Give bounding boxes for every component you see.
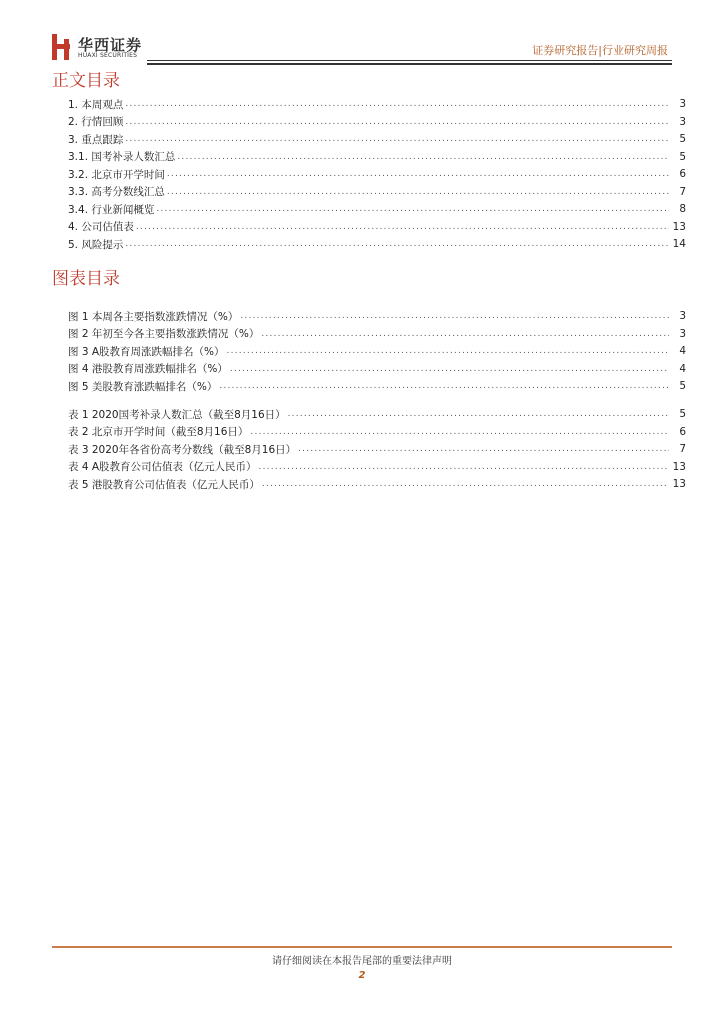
chart-entry[interactable] bbox=[68, 308, 686, 324]
chart-entry-leader bbox=[227, 346, 669, 356]
chart-entry-page: 3 bbox=[679, 327, 686, 340]
report-type: 证券研究报告|行业研究周报 bbox=[532, 44, 668, 57]
toc-title: 正文目录 bbox=[52, 71, 120, 91]
table-entry-page: 6 bbox=[679, 425, 686, 438]
table-entry[interactable] bbox=[68, 424, 686, 440]
toc-entry-page: 6 bbox=[679, 168, 686, 180]
toc-entry-label: 3.2. 北京市开学时间 bbox=[68, 168, 165, 181]
toc-entry-label: 2. 行情回顾 bbox=[68, 116, 124, 128]
table-entry-label: 表 3 2020年各省份高考分数线（截至8月16日） bbox=[68, 443, 297, 456]
chart-entry-page: 4 bbox=[679, 345, 686, 357]
chart-entry-leader bbox=[240, 311, 669, 321]
toc-entry-leader bbox=[125, 117, 669, 127]
toc-entry[interactable] bbox=[68, 149, 686, 165]
toc-entry[interactable] bbox=[68, 219, 686, 235]
header-divider-thick bbox=[147, 63, 672, 65]
huaxi-logo-icon bbox=[52, 34, 70, 60]
toc-entry-label: 3.4. 行业新闻概览 bbox=[68, 203, 155, 216]
header-divider bbox=[147, 60, 672, 61]
table-entry-leader bbox=[298, 444, 669, 454]
table-entry-label: 表 5 港股教育公司估值表（亿元人民币） bbox=[68, 478, 260, 491]
toc-entry-page: 14 bbox=[672, 238, 686, 250]
toc-entry-leader bbox=[136, 222, 669, 232]
chart-entry-label: 图 3 A股教育周涨跌幅排名（%） bbox=[68, 345, 225, 358]
toc-entry[interactable] bbox=[68, 184, 686, 200]
chart-entry-label: 图 4 港股教育周涨跌幅排名（%） bbox=[68, 363, 228, 375]
table-entry[interactable] bbox=[68, 406, 686, 422]
toc-entry-page: 7 bbox=[679, 185, 686, 198]
toc-entry-leader bbox=[125, 99, 669, 109]
table-entry[interactable] bbox=[68, 441, 686, 457]
toc-entry[interactable] bbox=[68, 96, 686, 112]
footer-disclaimer: 请仔细阅读在本报告尾部的重要法律声明 bbox=[272, 956, 452, 967]
chart-entry[interactable] bbox=[68, 326, 686, 342]
chart-entry-leader bbox=[219, 381, 669, 391]
table-entry-page: 7 bbox=[679, 443, 686, 455]
logo-text-en: HUAXI SECURITIES bbox=[78, 52, 138, 59]
toc-entry-page: 8 bbox=[679, 203, 686, 215]
table-entry-page: 5 bbox=[679, 408, 686, 420]
table-entry-leader bbox=[259, 462, 669, 472]
table-entry[interactable] bbox=[68, 459, 686, 475]
toc-entry-page: 5 bbox=[679, 133, 686, 145]
toc-entry-leader bbox=[167, 169, 669, 179]
company-logo bbox=[52, 30, 252, 64]
table-entry-label: 表 1 2020国考补录人数汇总（截至8月16日） bbox=[68, 408, 286, 421]
toc-entry-leader bbox=[125, 239, 669, 249]
chart-entry[interactable] bbox=[68, 343, 686, 359]
table-entry-leader bbox=[250, 427, 669, 437]
toc-entry-leader bbox=[125, 134, 669, 144]
footer-divider bbox=[52, 946, 672, 948]
page-header bbox=[52, 30, 672, 70]
toc-entry-leader bbox=[167, 187, 669, 197]
toc-entry-page: 3 bbox=[679, 115, 686, 128]
toc-entry-label: 3.1. 国考补录人数汇总 bbox=[68, 151, 176, 163]
page-number: 2 bbox=[358, 970, 366, 981]
toc-entry[interactable] bbox=[68, 131, 686, 147]
table-entry-label: 表 2 北京市开学时间（截至8月16日） bbox=[68, 426, 249, 438]
toc-entry-label: 5. 风险提示 bbox=[68, 238, 124, 251]
toc-entry[interactable] bbox=[68, 201, 686, 217]
toc-entry-label: 4. 公司估值表 bbox=[68, 221, 134, 233]
toc-entry[interactable] bbox=[68, 114, 686, 130]
toc-entry-label: 1. 本周观点 bbox=[68, 98, 124, 111]
toc-entry-leader bbox=[177, 152, 669, 162]
chart-entry[interactable] bbox=[68, 361, 686, 377]
chart-entry-label: 图 5 美股教育涨跌幅排名（%） bbox=[68, 380, 218, 393]
chart-entry-page: 5 bbox=[679, 380, 686, 392]
table-entry-leader bbox=[262, 479, 669, 489]
logo-text-cn: 华西证券 bbox=[78, 36, 143, 54]
toc-entry[interactable] bbox=[68, 166, 686, 182]
toc-entry-page: 5 bbox=[679, 150, 686, 163]
chart-entry-label: 图 2 年初至今各主要指数涨跌情况（%） bbox=[68, 328, 260, 340]
toc-entry[interactable] bbox=[68, 236, 686, 252]
toc-entry-page: 3 bbox=[679, 98, 686, 110]
toc-entry-label: 3.3. 高考分数线汇总 bbox=[68, 186, 165, 198]
table-entry-page: 13 bbox=[672, 478, 686, 490]
chart-entry-page: 4 bbox=[679, 362, 686, 375]
table-entry-leader bbox=[288, 409, 669, 419]
toc-entry-leader bbox=[156, 204, 669, 214]
chart-entry-page: 3 bbox=[679, 310, 686, 322]
table-entry-page: 13 bbox=[672, 460, 686, 473]
chart-entry-leader bbox=[261, 329, 669, 339]
chart-entry-label: 图 1 本周各主要指数涨跌情况（%） bbox=[68, 310, 239, 323]
table-entry-label: 表 4 A股教育公司估值表（亿元人民币） bbox=[68, 461, 257, 473]
figures-title: 图表目录 bbox=[52, 269, 120, 289]
toc-entry-page: 13 bbox=[672, 220, 686, 233]
chart-entry[interactable] bbox=[68, 378, 686, 394]
chart-entry-leader bbox=[230, 364, 669, 374]
table-entry[interactable] bbox=[68, 476, 686, 492]
toc-entry-label: 3. 重点跟踪 bbox=[68, 133, 124, 146]
